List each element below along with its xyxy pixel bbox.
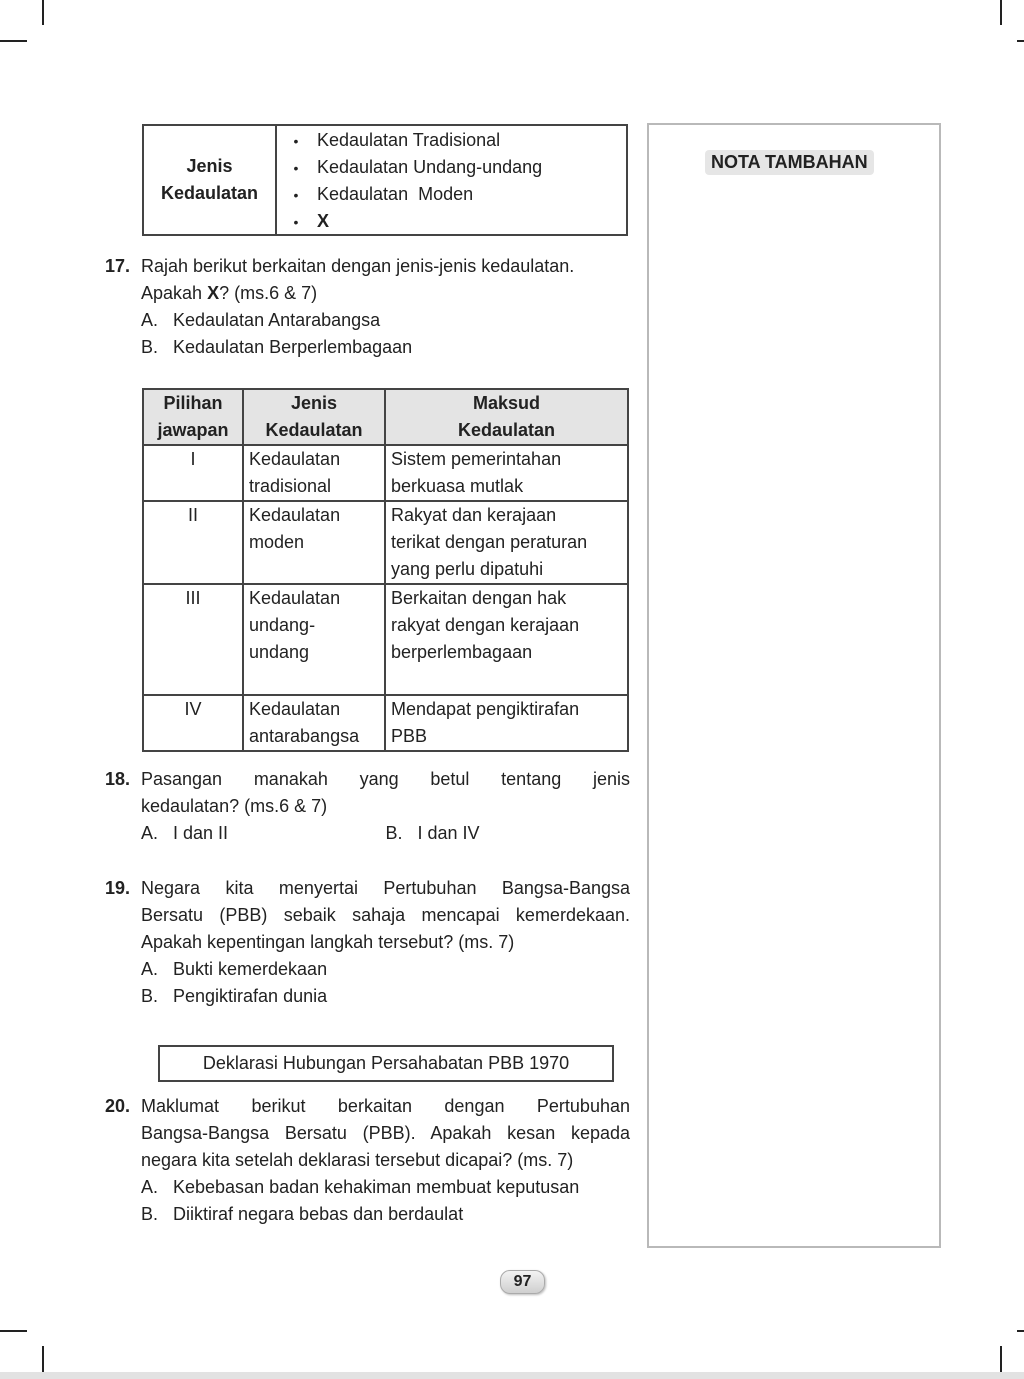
cell-line: tradisional [249,476,332,496]
cell-line: Sistem pemerintahan [391,449,562,469]
notes-title: NOTA TAMBAHAN [705,150,874,175]
question-text [141,766,630,820]
meaning-cell [385,445,628,501]
choice-cell: I [143,445,243,501]
option-text: Diiktiraf negara bebas dan berdaulat [173,1204,464,1224]
cell-line: berkuasa mutlak [391,476,524,496]
type-cell [243,695,385,751]
text-part: ? (ms.6 & 7) [219,283,318,303]
option-b[interactable] [386,820,631,847]
crop-mark-top-left-horizontal [0,40,27,42]
header-line: Kedaulatan [457,420,556,440]
option-letter: A. [141,1177,159,1197]
question-line: Negara kita menyertai Pertubuhan Bangsa-Bangsa [141,878,630,898]
sovereignty-types-list [277,126,626,234]
cell-line: antarabangsa [249,726,360,746]
header-pilihan-jawapan [143,389,243,445]
option-a[interactable] [141,820,386,847]
question-line: Maklumat berikut berkaitan dengan Pertubuhan [141,1096,630,1116]
heading-line: Kedaulatan [160,183,259,203]
question-line: Bangsa-Bangsa Bersatu (PBB). Apakah kesan kepada [141,1123,630,1143]
crop-mark-top-right-horizontal [1017,40,1024,42]
question-line [141,280,630,307]
crop-mark-bottom-right-horizontal [1017,1330,1024,1332]
option-b[interactable] [105,334,630,361]
bullet-icon: • [293,132,299,149]
option-a[interactable] [105,956,630,983]
list-item-text: Kedaulatan Moden [317,184,474,204]
header-line: Pilihan [163,393,223,413]
option-text: Kedaulatan Berperlembagaan [173,337,413,357]
cell-line: Berkaitan dengan hak [391,588,567,608]
option-letter: B. [141,1204,159,1224]
cell-line: Kedaulatan [249,699,341,719]
crop-mark-top-right-vertical [1000,0,1002,25]
header-line: Kedaulatan [265,420,363,440]
header-line: Maksud [472,393,541,413]
list-item [277,208,626,235]
crop-mark-top-left-vertical [42,0,44,25]
type-cell [243,501,385,584]
header-jenis-kedaulatan [243,389,385,445]
option-letter: B. [141,337,159,357]
header-line: Jenis [290,393,338,413]
page-number-badge: 97 [500,1270,545,1294]
choice-cell: III [143,584,243,695]
cell-line: Mendapat pengiktirafan [391,699,580,719]
question-text [141,1093,630,1174]
cell-line: rakyat dengan kerajaan [391,615,580,635]
list-item [277,154,626,181]
meaning-cell [385,501,628,584]
table-row [143,584,628,695]
list-item [277,181,626,208]
list-item-text: Kedaulatan Tradisional [317,130,501,150]
meaning-cell [385,584,628,695]
meaning-cell [385,695,628,751]
question-line: negara kita setelah deklarasi tersebut dicapai? (ms. 7) [141,1150,574,1170]
option-text: I dan II [173,823,229,843]
question-line: Bersatu (PBB) sebaik sahaja mencapai kemerdekaan. [141,905,630,925]
question-number: 17. [105,256,131,276]
list-item-text: X [317,211,330,231]
bullet-icon: • [293,186,299,203]
question-number: 20. [105,1096,131,1116]
bullet-icon: • [293,159,299,176]
cell-line: undang- [249,615,316,635]
question-line: Rajah berikut berkaitan dengan jenis-jenis kedaulatan. [141,256,575,276]
option-letter: B. [141,986,159,1006]
crop-mark-bottom-left-horizontal [0,1330,27,1332]
question-19 [105,875,630,1010]
question-text [141,875,630,956]
option-a[interactable] [105,307,630,334]
declaration-text: Deklarasi Hubungan Persahabatan PBB 1970 [202,1053,570,1073]
table-row [143,695,628,751]
table-row [143,445,628,501]
option-text: Kedaulatan Antarabangsa [173,310,381,330]
options-row [105,820,630,847]
crop-mark-bottom-right-vertical [1000,1346,1002,1374]
cell-line: yang perlu dipatuhi [391,559,544,579]
header-line: jawapan [157,420,229,440]
text-part-bold: X [207,283,220,303]
question-20 [105,1093,630,1228]
header-maksud-kedaulatan [385,389,628,445]
option-b[interactable] [105,1201,630,1228]
cell-line: PBB [391,726,428,746]
choice-cell: IV [143,695,243,751]
cell-line: terikat dengan peraturan [391,532,588,552]
bullet-icon: • [293,213,299,230]
option-text: Pengiktirafan dunia [173,986,328,1006]
option-text: Bukti kemerdekaan [173,959,328,979]
additional-notes-box[interactable] [647,123,941,1248]
cell-line: Rakyat dan kerajaan [391,505,557,525]
declaration-box [158,1045,614,1082]
cell-line: undang [249,642,310,662]
list-item-text: Kedaulatan Undang-undang [317,157,543,177]
sovereignty-types-table [142,124,628,236]
choice-cell: II [143,501,243,584]
option-letter: A. [141,310,159,330]
table-header-row [143,389,628,445]
option-b[interactable] [105,983,630,1010]
question-line: Apakah kepentingan langkah tersebut? (ms. 7) [141,932,515,952]
question-18 [105,766,630,847]
question-number: 19. [105,878,131,898]
question-text [141,253,630,307]
type-cell [243,445,385,501]
option-letter: A. [141,959,159,979]
sovereignty-types-heading [144,126,277,234]
option-text: Kebebasan badan kehakiman membuat keputusan [173,1177,580,1197]
question-line: kedaulatan? (ms.6 & 7) [141,796,328,816]
table-row [143,501,628,584]
heading-line: Jenis [186,156,233,176]
type-cell [243,584,385,695]
cell-line: Kedaulatan [249,449,341,469]
cell-line: Kedaulatan [249,588,341,608]
option-text: I dan IV [417,823,480,843]
cell-line: moden [249,532,305,552]
option-letter: B. [385,823,403,843]
option-letter: A. [141,823,159,843]
answer-choices-table [142,388,629,752]
question-line: Pasangan manakah yang betul tentang jenis [141,769,630,789]
page-bottom-edge [0,1372,1024,1379]
question-number: 18. [105,769,131,789]
question-17 [105,253,630,361]
crop-mark-bottom-left-vertical [42,1346,44,1374]
text-part: Apakah [141,283,208,303]
option-a[interactable] [105,1174,630,1201]
cell-line: Kedaulatan [249,505,341,525]
cell-line: berperlembagaan [391,642,533,662]
list-item [277,127,626,154]
